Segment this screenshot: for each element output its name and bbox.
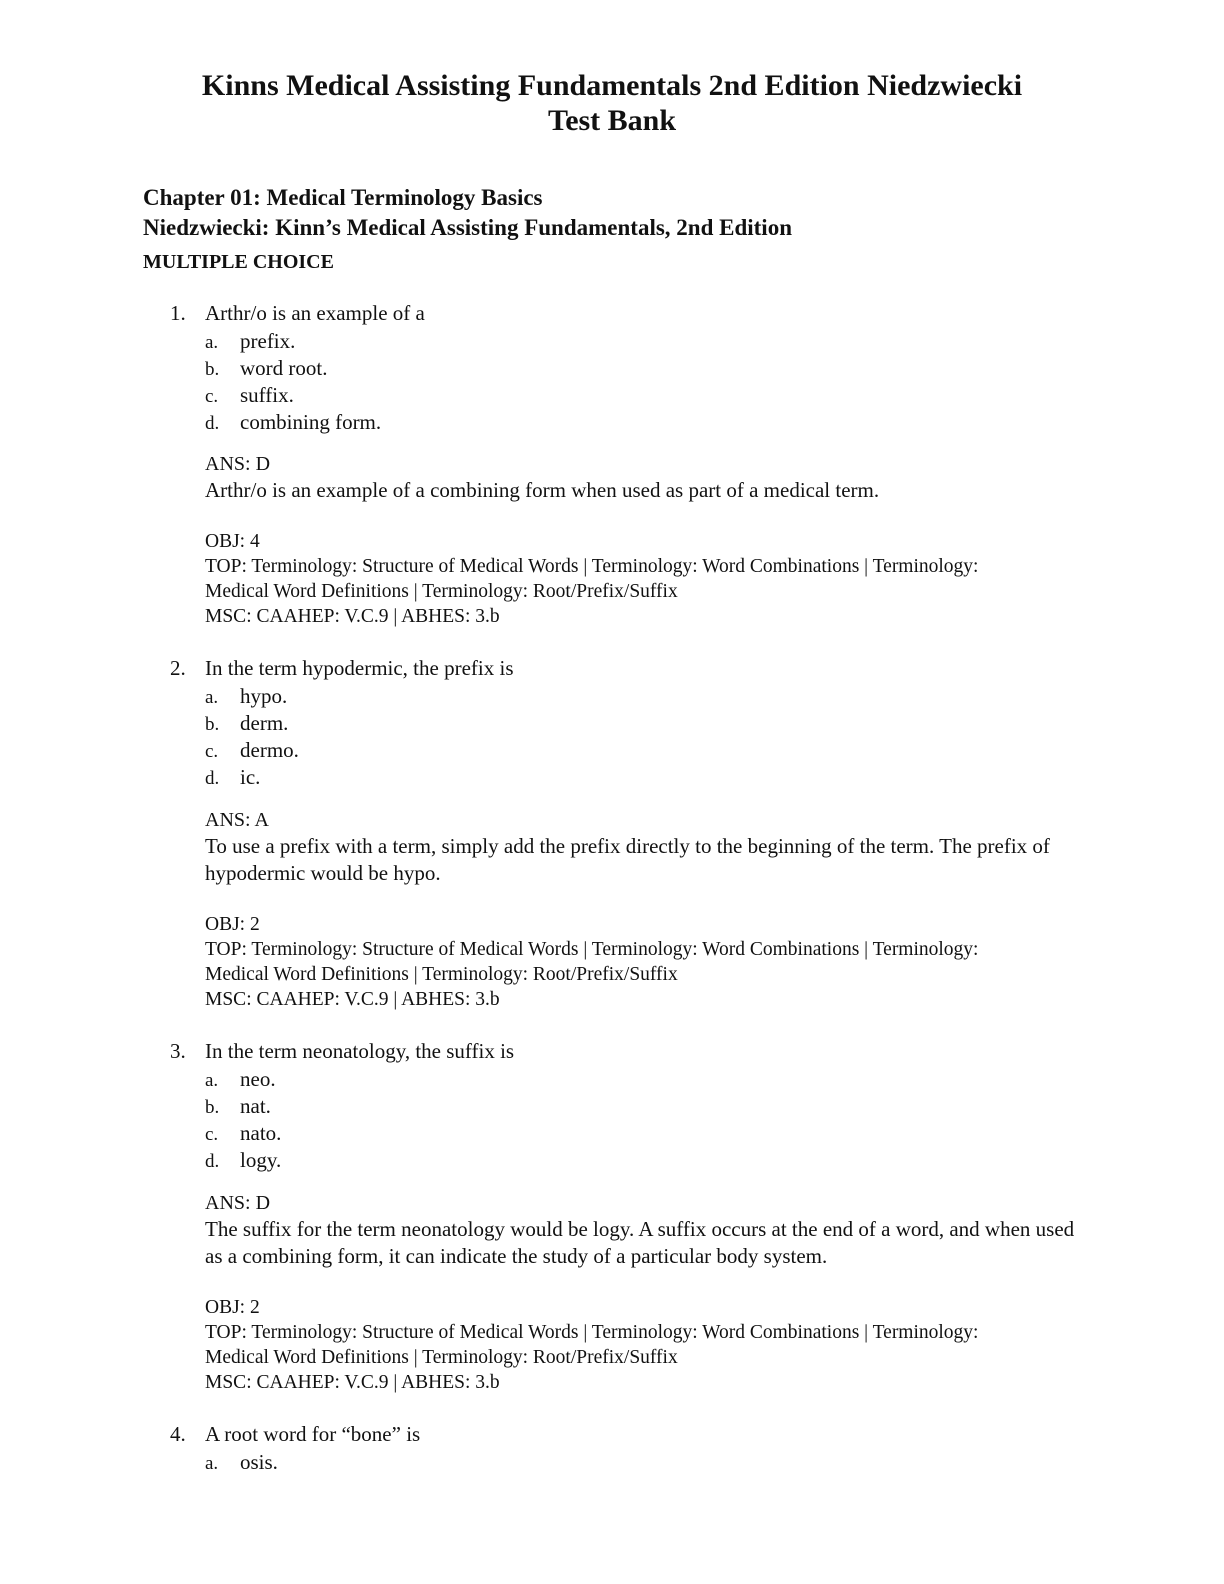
option-letter: a. xyxy=(205,1453,219,1474)
option-a xyxy=(205,683,287,711)
topic-line-1: TOP: Terminology: Structure of Medical Words | Terminology: Word Combinations | Terminology: xyxy=(205,939,979,960)
option-text: neo. xyxy=(240,1067,276,1091)
msc-standards: MSC: CAAHEP: V.C.9 | ABHES: 3.b xyxy=(205,1372,500,1393)
chapter-title: Chapter 01: Medical Terminology Basics xyxy=(143,185,543,210)
option-text: suffix. xyxy=(240,383,294,407)
objective: OBJ: 2 xyxy=(205,914,260,935)
option-text: combining form. xyxy=(240,410,382,434)
topic-line-1: TOP: Terminology: Structure of Medical Words | Terminology: Word Combinations | Terminology: xyxy=(205,556,979,577)
question-number: 2. xyxy=(170,656,186,680)
option-b xyxy=(205,1093,271,1121)
option-text: osis. xyxy=(240,1450,278,1474)
option-d xyxy=(205,409,381,437)
option-letter: d. xyxy=(205,413,220,434)
option-letter: a. xyxy=(205,1070,219,1091)
document-title-line-2: Test Bank xyxy=(547,104,677,137)
option-letter: a. xyxy=(205,332,219,353)
option-a xyxy=(205,1066,276,1094)
question-stem: In the term hypodermic, the prefix is xyxy=(205,656,514,680)
document-title-line-1: Kinns Medical Assisting Fundamentals 2nd Edition Niedzwiecki xyxy=(201,69,1023,102)
option-a xyxy=(205,328,295,356)
question-metadata xyxy=(205,1295,1095,1395)
option-letter: c. xyxy=(205,1124,219,1145)
msc-standards: MSC: CAAHEP: V.C.9 | ABHES: 3.b xyxy=(205,606,500,627)
rationale: The suffix for the term neonatology would be logy. A suffix occurs at the end of a word, and when used as a combining form, it can indicate the study of a particular body system. xyxy=(205,1217,1075,1268)
option-text: derm. xyxy=(240,711,289,735)
option-c xyxy=(205,1120,281,1148)
question-stem: A root word for “bone” is xyxy=(205,1422,421,1446)
option-letter: a. xyxy=(205,687,219,708)
rationale: To use a prefix with a term, simply add the prefix directly to the beginning of the term. The prefix of hypodermic would be hypo. xyxy=(205,834,1050,885)
question-metadata xyxy=(205,912,1095,1012)
option-a xyxy=(205,1449,278,1477)
objective: OBJ: 2 xyxy=(205,1297,260,1318)
answer-key: ANS: D xyxy=(205,1192,271,1214)
option-text: ic. xyxy=(240,765,261,789)
rationale: Arthr/o is an example of a combining form when used as part of a medical term. xyxy=(205,478,880,502)
option-letter: b. xyxy=(205,1097,220,1118)
answer-key: ANS: D xyxy=(205,453,271,475)
option-text: prefix. xyxy=(240,329,296,353)
option-b xyxy=(205,355,328,383)
option-text: nat. xyxy=(240,1094,271,1118)
option-letter: c. xyxy=(205,741,219,762)
question-number: 3. xyxy=(170,1039,186,1063)
question-number: 4. xyxy=(170,1422,186,1446)
option-letter: d. xyxy=(205,768,220,789)
answer-key: ANS: A xyxy=(205,809,269,831)
option-letter: c. xyxy=(205,386,219,407)
option-c xyxy=(205,382,294,410)
option-text: nato. xyxy=(240,1121,282,1145)
option-b xyxy=(205,710,288,738)
objective: OBJ: 4 xyxy=(205,531,260,552)
book-reference: Niedzwiecki: Kinn’s Medical Assisting Fundamentals, 2nd Edition xyxy=(143,215,792,240)
option-letter: b. xyxy=(205,359,220,380)
option-text: logy. xyxy=(240,1148,282,1172)
question-metadata xyxy=(205,529,1095,629)
question-stem: In the term neonatology, the suffix is xyxy=(205,1039,515,1063)
topic-line-2: Medical Word Definitions | Terminology: Root/Prefix/Suffix xyxy=(205,1347,678,1368)
option-letter: b. xyxy=(205,714,220,735)
document-title xyxy=(120,68,1104,138)
topic-line-2: Medical Word Definitions | Terminology: Root/Prefix/Suffix xyxy=(205,964,678,985)
option-text: hypo. xyxy=(240,684,288,708)
option-d xyxy=(205,764,260,792)
section-label: MULTIPLE CHOICE xyxy=(143,251,334,273)
option-text: word root. xyxy=(240,356,328,380)
topic-line-2: Medical Word Definitions | Terminology: Root/Prefix/Suffix xyxy=(205,581,678,602)
option-text: dermo. xyxy=(240,738,299,762)
chapter-heading xyxy=(143,183,792,243)
option-letter: d. xyxy=(205,1151,220,1172)
option-c xyxy=(205,737,299,765)
option-d xyxy=(205,1147,281,1175)
msc-standards: MSC: CAAHEP: V.C.9 | ABHES: 3.b xyxy=(205,989,500,1010)
question-stem: Arthr/o is an example of a xyxy=(205,301,425,325)
topic-line-1: TOP: Terminology: Structure of Medical Words | Terminology: Word Combinations | Terminology: xyxy=(205,1322,979,1343)
question-number: 1. xyxy=(170,301,186,325)
